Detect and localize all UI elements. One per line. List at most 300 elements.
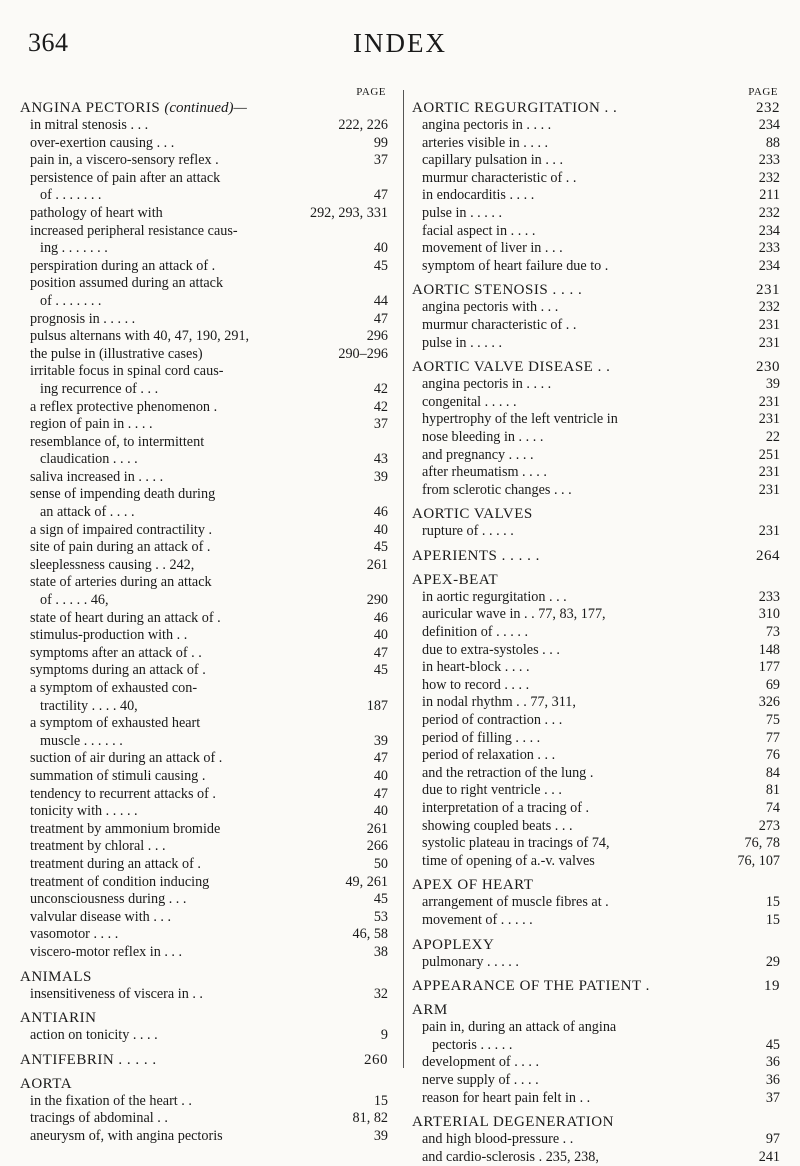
subentry-pages: 290 [366,592,388,609]
subentry-text: definition of . . . . . [422,624,528,641]
entry-heading-title: ARTERIAL DEGENERATION [412,1114,614,1131]
subentry-text: due to right ventricle . . . [422,782,562,799]
subentry [412,429,780,447]
subentry-text: arrangement of muscle fibres at . [422,894,609,911]
subentry-pages: 187 [366,697,388,714]
subentry-text: in heart-block . . . . [422,659,530,676]
subentry-pages: 231 [758,411,780,428]
subentry-pages: 231 [758,316,780,333]
subentry [412,765,780,783]
entry-heading-title: APOPLEXY [412,936,495,953]
subentry-text: resemblance of, to intermittent [30,433,205,450]
subentry [20,399,388,417]
subentry [412,335,780,353]
index-entry [412,99,780,275]
entry-heading-title: AORTIC VALVES [412,506,533,523]
subentry-text: auricular wave in . . 77, 83, 177, [422,606,606,623]
subentry-text: position assumed during an attack [30,275,224,292]
subentry [412,240,780,258]
subentry [20,1128,388,1146]
subentry-continuation-text: of . . . . . . . [40,187,102,204]
subentry-pages: 292, 293, 331 [309,204,388,221]
subentry [20,715,388,750]
subentry [20,838,388,856]
subentry-pages: 45 [373,662,388,679]
subentry-pages: 234 [758,257,780,274]
subentry-text: symptom of heart failure due to . [422,257,609,274]
right-entries [412,99,780,1166]
subentry-pages: 45 [373,891,388,908]
subentry [20,522,388,540]
running-title: INDEX [353,28,447,58]
subentry-pages: 234 [758,222,780,239]
subentry-continuation [30,698,388,716]
subentry [20,768,388,786]
subentry-pages: 81 [765,782,780,799]
entry-heading-text [412,281,582,299]
subentry-text: irritable focus in spinal cord caus- [30,363,224,380]
subentry-pages: 177 [758,659,780,676]
entry-heading-pages: 231 [756,282,780,299]
subentry-text: period of relaxation . . . [422,747,556,764]
subentry-pages: 15 [373,1092,388,1109]
left-column [20,86,388,1145]
subentry-text: pulmonary . . . . . [422,953,519,970]
subentry-text: development of . . . . [422,1054,540,1071]
subentry-pages: 266 [366,838,388,855]
subentry-pages: 99 [373,134,388,151]
subentry [20,152,388,170]
subentry-text: sleeplessness causing . . 242, [30,556,195,573]
subentry [412,258,780,276]
subentry [20,662,388,680]
subentry [20,944,388,962]
subentry-text: a symptom of exhausted con- [30,680,198,696]
subentry-pages: 47 [373,644,388,661]
subentry [412,642,780,660]
subentry-text: pain in, during an attack of angina [422,1019,617,1036]
subentry-pages: 69 [765,676,780,693]
entry-heading [412,281,780,299]
subentry-pages: 50 [373,855,388,872]
subentry-text: suction of air during an attack of . [30,750,223,767]
subentry-pages: 9 [380,1027,388,1044]
subentry-pages: 81, 82 [352,1110,388,1127]
subentry [20,1110,388,1128]
entry-heading-title: APPEARANCE OF THE PATIENT . [412,978,650,995]
subentry [412,694,780,712]
subentry [412,376,780,394]
subentry-text: sense of impending death during [30,486,216,503]
subentry-continuation [30,504,388,522]
entry-heading [412,936,780,954]
subentry-pages: 231 [758,464,780,481]
subentry-text: in mitral stenosis . . . [30,117,149,133]
index-entry [412,281,780,352]
entry-heading [20,1009,388,1027]
subentry-pages: 37 [373,416,388,433]
subentry [412,894,780,912]
subentry-text: over-exertion causing . . . [30,134,175,151]
subentry-pages: 148 [758,641,780,658]
subentry-pages: 233 [758,588,780,605]
subentry [20,539,388,557]
subentry-text: aneurysm of, with angina pectoris [30,1127,223,1144]
index-entry [412,1001,780,1107]
entry-heading-pages: 232 [756,100,780,116]
subentry [20,205,388,223]
subentry-text: a symptom of exhausted heart [30,715,201,732]
subentry-pages: 47 [373,187,388,204]
entry-heading-title: ANTIFEBRIN . . . . . [20,1051,157,1068]
subentry-text: vasomotor . . . . [30,926,119,943]
subentry [20,680,388,715]
entry-heading-title: APERIENTS . . . . . [412,547,540,564]
entry-heading [412,547,780,565]
subentry [412,800,780,818]
subentry-text: valvular disease with . . . [30,908,172,925]
entry-heading-text [412,358,610,376]
entry-heading [412,571,780,589]
subentry-text: site of pain during an attack of . [30,539,211,556]
subentry-text: nose bleeding in . . . . [422,428,544,445]
subentry-pages: 53 [373,908,388,925]
subentry-pages: 296 [366,328,388,345]
subentry-pages: 29 [765,953,780,970]
subentry-text: period of contraction . . . [422,712,563,729]
subentry-text: murmur characteristic of . . [422,316,577,333]
subentry-continuation-text: muscle . . . . . . [40,732,123,749]
subentry-continuation [422,1037,780,1055]
index-entry [20,968,388,1004]
subentry-pages: 42 [373,380,388,397]
subentry-text: treatment during an attack of . [30,855,201,872]
index-entry [412,547,780,565]
subentry [20,346,388,364]
subentry [412,523,780,541]
subentry [412,712,780,730]
subentry [412,317,780,335]
subentry-text: and pregnancy . . . . [422,446,534,463]
subentry [20,328,388,346]
entry-heading [20,99,388,117]
subentry-text: pulse in . . . . . [422,334,502,351]
subentry-text: the pulse in (illustrative cases) [30,345,203,362]
entry-heading-text [412,1001,448,1019]
subentry [412,659,780,677]
subentry-pages: 15 [765,894,780,911]
entry-heading-title: ARM [412,1002,448,1019]
subentry [412,299,780,317]
subentry-pages: 45 [765,1036,780,1053]
subentry-pages: 241 [758,1148,780,1165]
subentry [412,606,780,624]
subentry [20,434,388,469]
subentry-text: after rheumatism . . . . [422,464,547,481]
subentry [412,117,780,135]
subentry [20,574,388,609]
subentry [412,782,780,800]
subentry [412,1072,780,1090]
subentry-text: in nodal rhythm . . 77, 311, [422,694,576,711]
subentry-pages: 326 [758,694,780,711]
subentry-pages: 232 [758,204,780,221]
subentry [412,818,780,836]
subentry [20,610,388,628]
subentry-pages: 40 [373,767,388,784]
subentry-continuation-text: of . . . . . . . [40,292,102,309]
subentry [20,258,388,276]
subentry-text: unconsciousness during . . . [30,891,187,908]
subentry-text: in endocarditis . . . . [422,187,535,204]
subentry [412,1149,780,1166]
subentry-text: and the retraction of the lung . [422,764,594,781]
subentry-text: pulse in . . . . . [422,204,502,221]
entry-heading-text [20,99,247,117]
subentry-pages: 233 [758,152,780,169]
subentry-pages: 37 [373,152,388,169]
subentry-pages: 73 [765,624,780,641]
subentry-pages: 251 [758,446,780,463]
entry-heading-title: ANIMALS [20,968,92,985]
subentry-text: prognosis in . . . . . [30,310,136,327]
entry-heading-pages: 19 [764,978,780,995]
subentry-pages: 42 [373,398,388,415]
subentry-pages: 290–296 [338,345,388,362]
subentry-pages: 36 [765,1071,780,1088]
index-entry [412,571,780,871]
entry-heading-title: ANTIARIN [20,1010,97,1027]
subentry-pages: 231 [758,523,780,540]
subentry-text: region of pain in . . . . [30,416,153,433]
page-column-label: PAGE [748,86,778,98]
entry-heading [412,99,780,117]
entry-heading-title: AORTA [20,1075,73,1092]
subentry-pages: 222, 226 [338,117,388,133]
subentry [412,447,780,465]
subentry-text: pulsus alternans with 40, 47, 190, 291, [30,328,250,345]
index-entry [412,936,780,972]
subentry-pages: 76 [765,747,780,764]
subentry-text: in the fixation of the heart . . [30,1092,192,1109]
subentry-pages: 39 [373,1127,388,1144]
subentry [20,803,388,821]
entry-heading-text [20,968,92,986]
subentry [412,624,780,642]
subentry-pages: 43 [373,451,388,468]
subentry [20,1027,388,1045]
subentry-text: perspiration during an attack of . [30,257,216,274]
entry-heading [412,1001,780,1019]
subentry [412,187,780,205]
subentry [20,275,388,310]
subentry [20,135,388,153]
entry-heading-text [412,505,533,523]
subentry-continuation-text: pectoris . . . . . [432,1036,513,1053]
subentry [20,170,388,205]
subentry [412,135,780,153]
subentry [20,856,388,874]
entry-heading-title: ANGINA PECTORIS [20,100,161,116]
subentry-text: and cardio-sclerosis . 235, 238, [422,1148,599,1165]
subentry-text: increased peripheral resistance caus- [30,222,238,239]
subentry-continuation [30,451,388,469]
subentry [412,1054,780,1072]
subentry-pages: 39 [373,732,388,749]
subentry [20,909,388,927]
subentry-pages: 84 [765,764,780,781]
subentry-pages: 88 [765,134,780,151]
subentry-text: due to extra-systoles . . . [422,641,560,658]
subentry-pages: 46 [373,504,388,521]
subentry [412,589,780,607]
entry-heading-text [20,1009,97,1027]
subentry-pages: 231 [758,481,780,498]
subentry-continuation-text: ing . . . . . . . [40,240,108,257]
entry-heading-title: APEX OF HEART [412,877,534,894]
subentry-continuation-text: tractility . . . . 40, [40,697,138,714]
subentry-pages: 46 [373,609,388,626]
subentry-text: stimulus-production with . . [30,627,188,644]
subentry-text: summation of stimuli causing . [30,767,206,784]
subentry-continuation-text: an attack of . . . . [40,504,135,521]
entry-heading [412,358,780,376]
subentry-text: hypertrophy of the left ventricle in [422,411,618,428]
subentry-text: rupture of . . . . . [422,523,514,540]
subentry-pages: 233 [758,240,780,257]
subentry-text: treatment of condition inducing [30,873,210,890]
subentry [20,469,388,487]
entry-heading-note: (continued)— [164,100,247,116]
subentry-pages: 261 [366,556,388,573]
subentry-pages: 39 [373,468,388,485]
subentry-pages: 36 [765,1054,780,1071]
subentry [412,223,780,241]
subentry [412,482,780,500]
subentry [412,411,780,429]
subentry-text: persistence of pain after an attack [30,169,221,186]
subentry-text: angina pectoris in . . . . [422,117,552,133]
subentry [20,874,388,892]
subentry-text: angina pectoris with . . . [422,299,559,316]
subentry-text: action on tonicity . . . . [30,1027,158,1044]
subentry-text: reason for heart pain felt in . . [422,1089,591,1106]
subentry [412,954,780,972]
subentry-text: and high blood-pressure . . [422,1131,574,1148]
subentry [20,750,388,768]
subentry-pages: 77 [765,729,780,746]
index-entry [412,358,780,499]
entry-heading-pages: 264 [756,547,780,564]
subentry-pages: 97 [765,1131,780,1148]
entry-heading-text [412,547,540,565]
subentry-pages: 261 [366,820,388,837]
column-divider [403,90,404,1068]
subentry [20,645,388,663]
index-entry [412,1113,780,1166]
subentry-text: pathology of heart with [30,204,163,221]
subentry-text: capillary pulsation in . . . [422,152,564,169]
subentry-text: nerve supply of . . . . [422,1071,539,1088]
subentry-pages: 37 [765,1089,780,1106]
subentry-text: systolic plateau in tracings of 74, [422,835,610,852]
subentry-text: tonicity with . . . . . [30,803,138,820]
subentry [412,170,780,188]
index-entry [412,505,780,541]
subentry [412,835,780,853]
subentry-text: arteries visible in . . . . [422,134,549,151]
subentry-text: tracings of abdominal . . [30,1110,168,1127]
subentry-continuation-text: of . . . . . 46, [40,592,109,609]
subentry-pages: 211 [759,187,780,204]
subentry [20,223,388,258]
entry-heading-pages: 230 [756,359,780,376]
subentry [412,730,780,748]
subentry-continuation [30,187,388,205]
subentry-pages: 38 [373,943,388,960]
subentry [20,1093,388,1111]
subentry-text: in aortic regurgitation . . . [422,588,567,605]
subentry-pages: 232 [758,169,780,186]
subentry-pages: 32 [373,985,388,1002]
subentry-pages: 44 [373,292,388,309]
entry-heading-pages: 260 [364,1051,388,1068]
entry-heading-text [20,1075,72,1093]
index-entry [20,1075,388,1146]
subentry [20,986,388,1004]
subentry [412,464,780,482]
subentry-pages: 45 [373,257,388,274]
subentry [412,1131,780,1149]
subentry [412,853,780,871]
entry-heading-text [20,1051,157,1069]
entry-heading [412,876,780,894]
subentry-continuation-text: claudication . . . . [40,451,138,468]
subentry-pages: 46, 58 [352,926,388,943]
subentry-text: symptoms after an attack of . . [30,644,202,661]
index-entry [412,977,780,995]
subentry-text: symptoms during an attack of . [30,662,206,679]
entry-heading [412,977,780,995]
subentry [412,152,780,170]
subentry-text: movement of . . . . . [422,911,533,928]
subentry-text: pain in, a viscero-sensory reflex . [30,152,219,169]
entry-heading-text [412,936,494,954]
subentry-pages: 39 [765,376,780,393]
subentry [20,557,388,575]
entry-heading-title: AORTIC REGURGITATION . . [412,100,618,116]
subentry-continuation [30,733,388,751]
subentry-pages: 74 [765,800,780,816]
subentry-pages: 49, 261 [345,873,388,890]
subentry-continuation [30,240,388,258]
subentry-pages: 273 [758,817,780,834]
entry-heading [20,1075,388,1093]
subentry [20,786,388,804]
subentry-text: saliva increased in . . . . [30,468,164,485]
subentry-text: a reflex protective phenomenon . [30,398,218,415]
subentry-continuation-text: ing recurrence of . . . [40,380,159,397]
subentry-text: murmur characteristic of . . [422,169,577,186]
subentry-pages: 75 [765,712,780,729]
subentry-text: showing coupled beats . . . [422,817,573,834]
subentry-continuation [30,381,388,399]
index-entry [20,1009,388,1045]
index-entry [412,876,780,929]
subentry-text: facial aspect in . . . . [422,222,536,239]
subentry-text: period of filling . . . . [422,729,541,746]
entry-heading [20,1051,388,1069]
